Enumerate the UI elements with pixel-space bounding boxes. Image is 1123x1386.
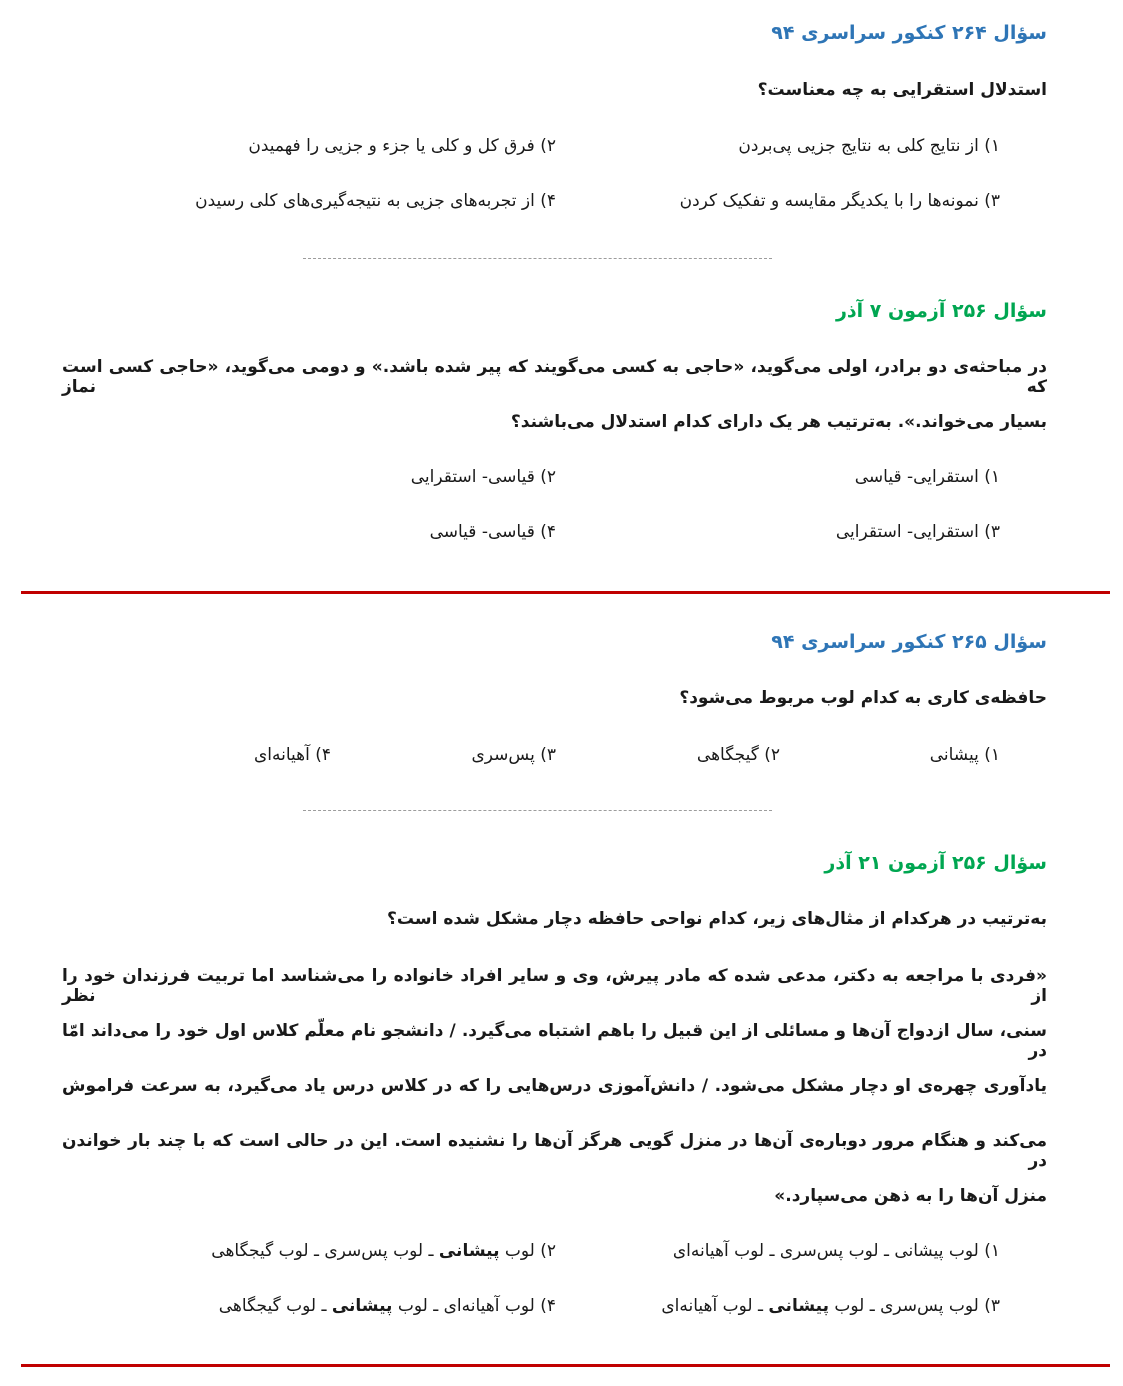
passage-line-1: «فردی با مراجعه به دکتر، مدعی شده که مادر پیرش، وی و سایر افراد خانواده را می‌شناسد اما تربیت فرزندان خود را از نظر bbox=[62, 966, 1047, 1006]
question-stem-256: به‌ترتیب در هرکدام از مثال‌های زیر، کدام نواحی حافظه دچار مشکل شده است؟ bbox=[387, 909, 1047, 929]
option-3: ۳) پس‌سری bbox=[471, 745, 556, 765]
passage-line-5: منزل آن‌ها را به ذهن می‌سپارد.» bbox=[774, 1186, 1047, 1206]
option-3: ۳) نمونه‌ها را با یکدیگر مقایسه و تفکیک کردن bbox=[679, 191, 1000, 211]
option-text: ۲) لوب bbox=[499, 1241, 556, 1261]
option-2: ۲) گیجگاهی bbox=[696, 745, 780, 765]
option-2: ۲) فرق کل و کلی یا جزء و جزیی را فهمیدن bbox=[248, 136, 556, 156]
option-4: ۴) قیاسی- قیاسی bbox=[429, 522, 556, 542]
passage-line-2: سنی، سال ازدواج آن‌ها و مسائلی از این قبیل را باهم اشتباه می‌گیرد. / دانشجو نام معلّم کلاس اول خود را می‌داند امّا در bbox=[62, 1021, 1047, 1061]
option-text: ۳) لوب پس‌سری ـ لوب bbox=[828, 1296, 1000, 1316]
option-bold-term: پیشانی bbox=[438, 1241, 500, 1261]
question-title-256-azar21: سؤال ۲۵۶ آزمون ۲۱ آذر bbox=[824, 852, 1047, 874]
option-4 bbox=[219, 1296, 556, 1316]
option-text: ـ لوب آهیانه‌ای bbox=[661, 1296, 769, 1316]
question-stem-line-1: در مباحثه‌ی دو برادر، اولی می‌گوید، «حاجی به کسی می‌گویند که پیر شده باشد.» و دومی می‌گوید، «حاجی کسی است که نماز bbox=[62, 357, 1047, 397]
question-title-265: سؤال ۲۶۵ کنکور سراسری ۹۴ bbox=[771, 631, 1047, 653]
option-1: ۱) از نتایج کلی به نتایج جزیی پی‌بردن bbox=[738, 136, 1000, 156]
section-separator bbox=[21, 591, 1110, 594]
option-4: ۴) آهیانه‌ای bbox=[253, 745, 331, 765]
passage-line-3: یادآوری چهره‌ی او دچار مشکل می‌شود. / دانش‌آموزی درس‌هایی را که در کلاس درس یاد می‌گیرد، به سرعت فراموش bbox=[62, 1076, 1047, 1096]
dashed-divider bbox=[303, 258, 772, 259]
option-1: ۱) استقرایی- قیاسی bbox=[854, 467, 1000, 487]
option-1: ۱) پیشانی bbox=[929, 745, 1000, 765]
option-2: ۲) قیاسی- استقرایی bbox=[410, 467, 556, 487]
option-1: ۱) لوب پیشانی ـ لوب پس‌سری ـ لوب آهیانه‌ای bbox=[672, 1241, 1000, 1261]
option-bold-term: پیشانی bbox=[331, 1296, 393, 1316]
option-2 bbox=[211, 1241, 556, 1261]
option-3 bbox=[661, 1296, 1000, 1316]
question-stem-line-2: بسیار می‌خواند.». به‌ترتیب هر یک دارای کدام استدلال می‌باشند؟ bbox=[510, 412, 1047, 432]
option-text: ـ لوب گیجگاهی bbox=[218, 1296, 332, 1316]
option-text: ۴) لوب آهیانه‌ای ـ لوب bbox=[392, 1296, 556, 1316]
question-title-264: سؤال ۲۶۴ کنکور سراسری ۹۴ bbox=[771, 22, 1047, 44]
passage-line-4: می‌کند و هنگام مرور دوباره‌ی آن‌ها در منزل گویی هرگز آن‌ها را نشنیده است. این در حالی است که با چند بار خواندن در bbox=[62, 1131, 1047, 1171]
option-text: ـ لوب پس‌سری ـ لوب گیجگاهی bbox=[211, 1241, 439, 1261]
question-title-256-azar7: سؤال ۲۵۶ آزمون ۷ آذر bbox=[835, 300, 1047, 322]
option-bold-term: پیشانی bbox=[768, 1296, 829, 1316]
option-3: ۳) استقرایی- استقرایی bbox=[835, 522, 1000, 542]
question-stem-265: حافظه‌ی کاری به کدام لوب مربوط می‌شود؟ bbox=[679, 688, 1047, 708]
question-stem-264: استدلال استقرایی به چه معناست؟ bbox=[757, 80, 1047, 100]
option-4: ۴) از تجربه‌های جزیی به نتیجه‌گیری‌های کلی رسیدن bbox=[195, 191, 556, 211]
section-separator bbox=[21, 1364, 1110, 1367]
dashed-divider bbox=[303, 810, 772, 811]
